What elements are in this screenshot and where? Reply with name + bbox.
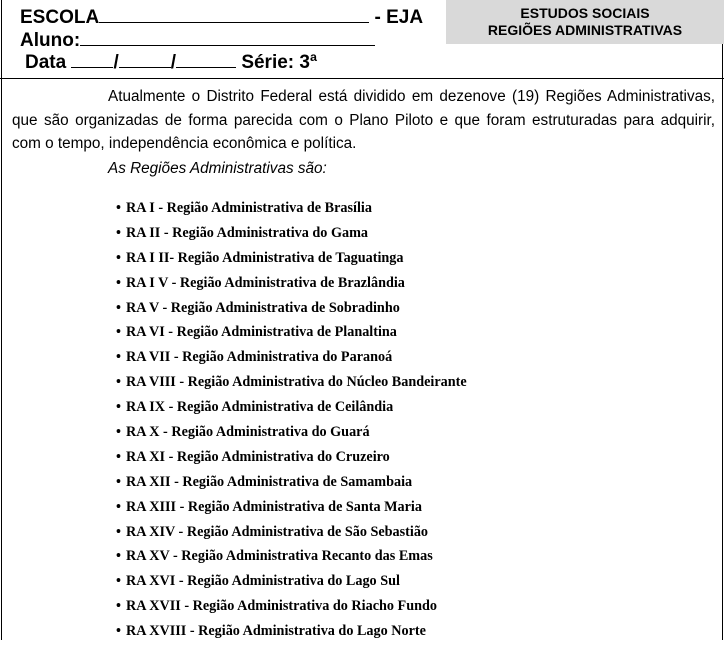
list-item [116,348,467,373]
bullet-icon: • [116,473,121,490]
subject-title-box [446,0,724,44]
grade-label: Série: 3ª [241,52,317,73]
region-name: RA V - Região Administrativa de Sobradinho [126,299,400,316]
date-month-blank[interactable] [119,51,171,68]
list-item [116,448,467,473]
student-name-blank[interactable] [80,29,375,46]
bullet-icon: • [116,274,121,291]
region-name: RA IX - Região Administrativa de Ceilândia [126,399,394,416]
bullet-icon: • [116,299,121,316]
header-divider [0,78,724,79]
bullet-icon: • [116,200,121,216]
date-year-blank[interactable] [176,51,236,68]
list-item [116,274,467,299]
region-name: RA VII - Região Administrativa do Paranoá [126,349,393,366]
region-name: RA X - Região Administrativa do Guará [126,424,370,441]
bullet-icon: • [116,523,121,540]
regions-list [116,199,467,647]
bullet-icon: • [116,349,121,366]
list-item [116,249,467,274]
bullet-icon: • [116,548,121,565]
school-line [20,6,423,28]
school-label: ESCOLA [20,7,100,28]
date-day-blank[interactable] [71,51,113,68]
region-name: RA XI - Região Administrativa do Cruzeiro [126,448,390,465]
bullet-icon: • [116,448,121,465]
list-heading: As Regiões Administrativas são: [108,160,327,177]
region-name: RA II - Região Administrativa do Gama [126,224,368,241]
subject-title: ESTUDOS SOCIAIS [520,5,650,21]
list-item [116,597,467,622]
bullet-icon: • [116,598,121,615]
region-name: RA VI - Região Administrativa de Planaltina [126,324,397,341]
list-item [116,224,467,249]
region-name: RA I V - Região Administrativa de Brazlândia [126,274,405,291]
region-name: RA I - Região Administrativa de Brasília [126,200,372,216]
region-name: RA XII - Região Administrativa de Samambaia [126,473,413,490]
region-name: RA XIV - Região Administrativa de São Sebastião [126,523,429,540]
list-item [116,323,467,348]
region-name: RA VIII - Região Administrativa do Núcleo Bandeirante [126,374,467,391]
bullet-icon: • [116,224,121,241]
list-item [116,498,467,523]
list-item [116,547,467,572]
date-line [25,51,317,73]
region-name: RA I II- Região Administrativa de Taguatinga [126,249,404,266]
student-label: Aluno: [20,30,81,51]
bullet-icon: • [116,399,121,416]
list-item [116,299,467,324]
list-item [116,423,467,448]
school-blank[interactable] [99,6,369,23]
subject-subtitle: REGIÕES ADMINISTRATIVAS [487,22,683,38]
region-name: RA XVIII - Região Administrativa do Lago Norte [126,623,426,640]
eja-label: - EJA [374,7,424,28]
date-separator: / [170,52,177,73]
bullet-icon: • [116,249,121,266]
list-item [116,373,467,398]
bullet-icon: • [116,623,121,640]
bullet-icon: • [116,324,121,341]
student-line [20,29,375,51]
list-item [116,523,467,548]
region-name: RA XVI - Região Administrativa do Lago Sul [126,573,400,590]
list-item [116,572,467,597]
date-separator: / [113,52,119,73]
list-item [116,398,467,423]
bullet-icon: • [116,498,121,515]
intro-paragraph: Atualmente o Distrito Federal está dividido em dezenove (19) Regiões Administrativas, que são organizadas de forma parecida com o Plano Piloto e que foram estruturadas para adquirir, com o tempo, independência econômica e política. [12,88,715,152]
bullet-icon: • [116,374,121,391]
list-item [116,473,467,498]
bullet-icon: • [116,573,121,590]
bullet-icon: • [116,424,121,441]
region-name: RA XVII - Região Administrativa do Riacho Fundo [126,598,437,615]
region-name: RA XV - Região Administrativa Recanto das Emas [126,548,433,565]
list-item [116,622,467,647]
date-label: Data [25,52,67,73]
region-name: RA XIII - Região Administrativa de Santa Maria [126,498,422,515]
list-item [116,199,467,224]
